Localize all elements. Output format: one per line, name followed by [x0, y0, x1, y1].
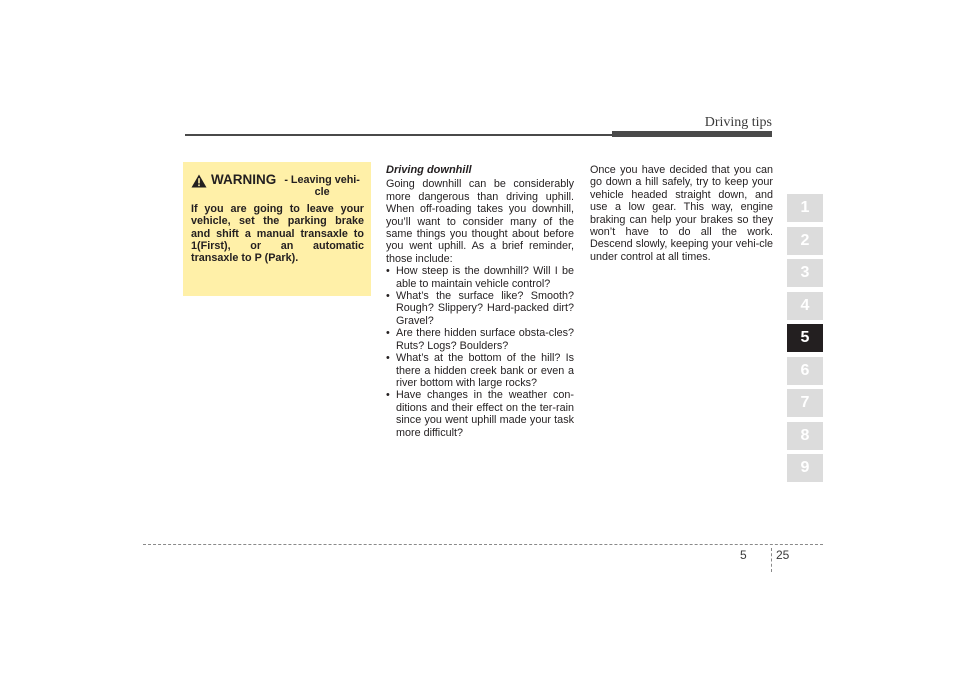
- footer-chapter-number: 5: [740, 548, 747, 562]
- content-column-2: [386, 164, 574, 439]
- chapter-tab-8[interactable]: 8: [787, 422, 823, 450]
- list-item: • How steep is the downhill? Will I be able to maintain vehicle control?: [386, 265, 574, 290]
- descent-paragraph: Once you have decided that you can go down a hill safely, try to keep your vehicle headed straight down, and use a low gear. This way, engine braking can help your brakes so they won’t have to do all the work. Descend slowly, keeping your vehi-cle under control at all times.: [590, 164, 773, 263]
- subheading-driving-downhill: Driving downhill: [386, 164, 472, 176]
- chapter-tab-7[interactable]: 7: [787, 389, 823, 417]
- chapter-tab-6[interactable]: 6: [787, 357, 823, 385]
- list-item: • Are there hidden surface obsta-cles? Ruts? Logs? Boulders?: [386, 327, 574, 352]
- chapter-tab-1[interactable]: 1: [787, 194, 823, 222]
- content-column-3: [590, 164, 773, 263]
- header-rule: [185, 134, 613, 136]
- list-item: • What’s at the bottom of the hill? Is there a hidden creek bank or even a river bottom with large rocks?: [386, 352, 574, 389]
- footer-separator: [771, 548, 772, 572]
- chapter-tab-5-active[interactable]: 5: [787, 324, 823, 352]
- footer-page-number: 25: [776, 548, 790, 562]
- footer-divider: [143, 544, 823, 545]
- section-title: Driving tips: [704, 115, 772, 130]
- warning-triangle-icon: [191, 174, 207, 188]
- chapter-tab-3[interactable]: 3: [787, 259, 823, 287]
- chapter-tab-9[interactable]: 9: [787, 454, 823, 482]
- list-item: • Have changes in the weather con-ditions and their effect on the ter-rain since you went uphill made your task more difficult?: [386, 389, 574, 439]
- chapter-tabs: [787, 194, 823, 487]
- list-item: • What’s the surface like? Smooth? Rough? Slippery? Hard-packed dirt? Gravel?: [386, 290, 574, 327]
- checklist: [386, 265, 574, 439]
- chapter-tab-4[interactable]: 4: [787, 292, 823, 320]
- chapter-tab-2[interactable]: 2: [787, 227, 823, 255]
- header-rule-accent: [612, 131, 772, 137]
- intro-paragraph: Going downhill can be considerably more dangerous than driving uphill. When off-roading takes you downhill, you’ll want to consider many of the same things you thought about before you went uphill. As a brief reminder, those include:: [386, 178, 574, 265]
- warning-body: If you are going to leave your vehicle, set the parking brake and shift a manual transaxle to 1(First), or an automatic transaxle to P (Park).: [191, 203, 364, 265]
- warning-title: WARNING: [211, 172, 277, 187]
- warning-header: [191, 170, 364, 198]
- warning-subtitle: - Leaving vehi-cle: [284, 174, 360, 198]
- warning-box: [183, 162, 371, 296]
